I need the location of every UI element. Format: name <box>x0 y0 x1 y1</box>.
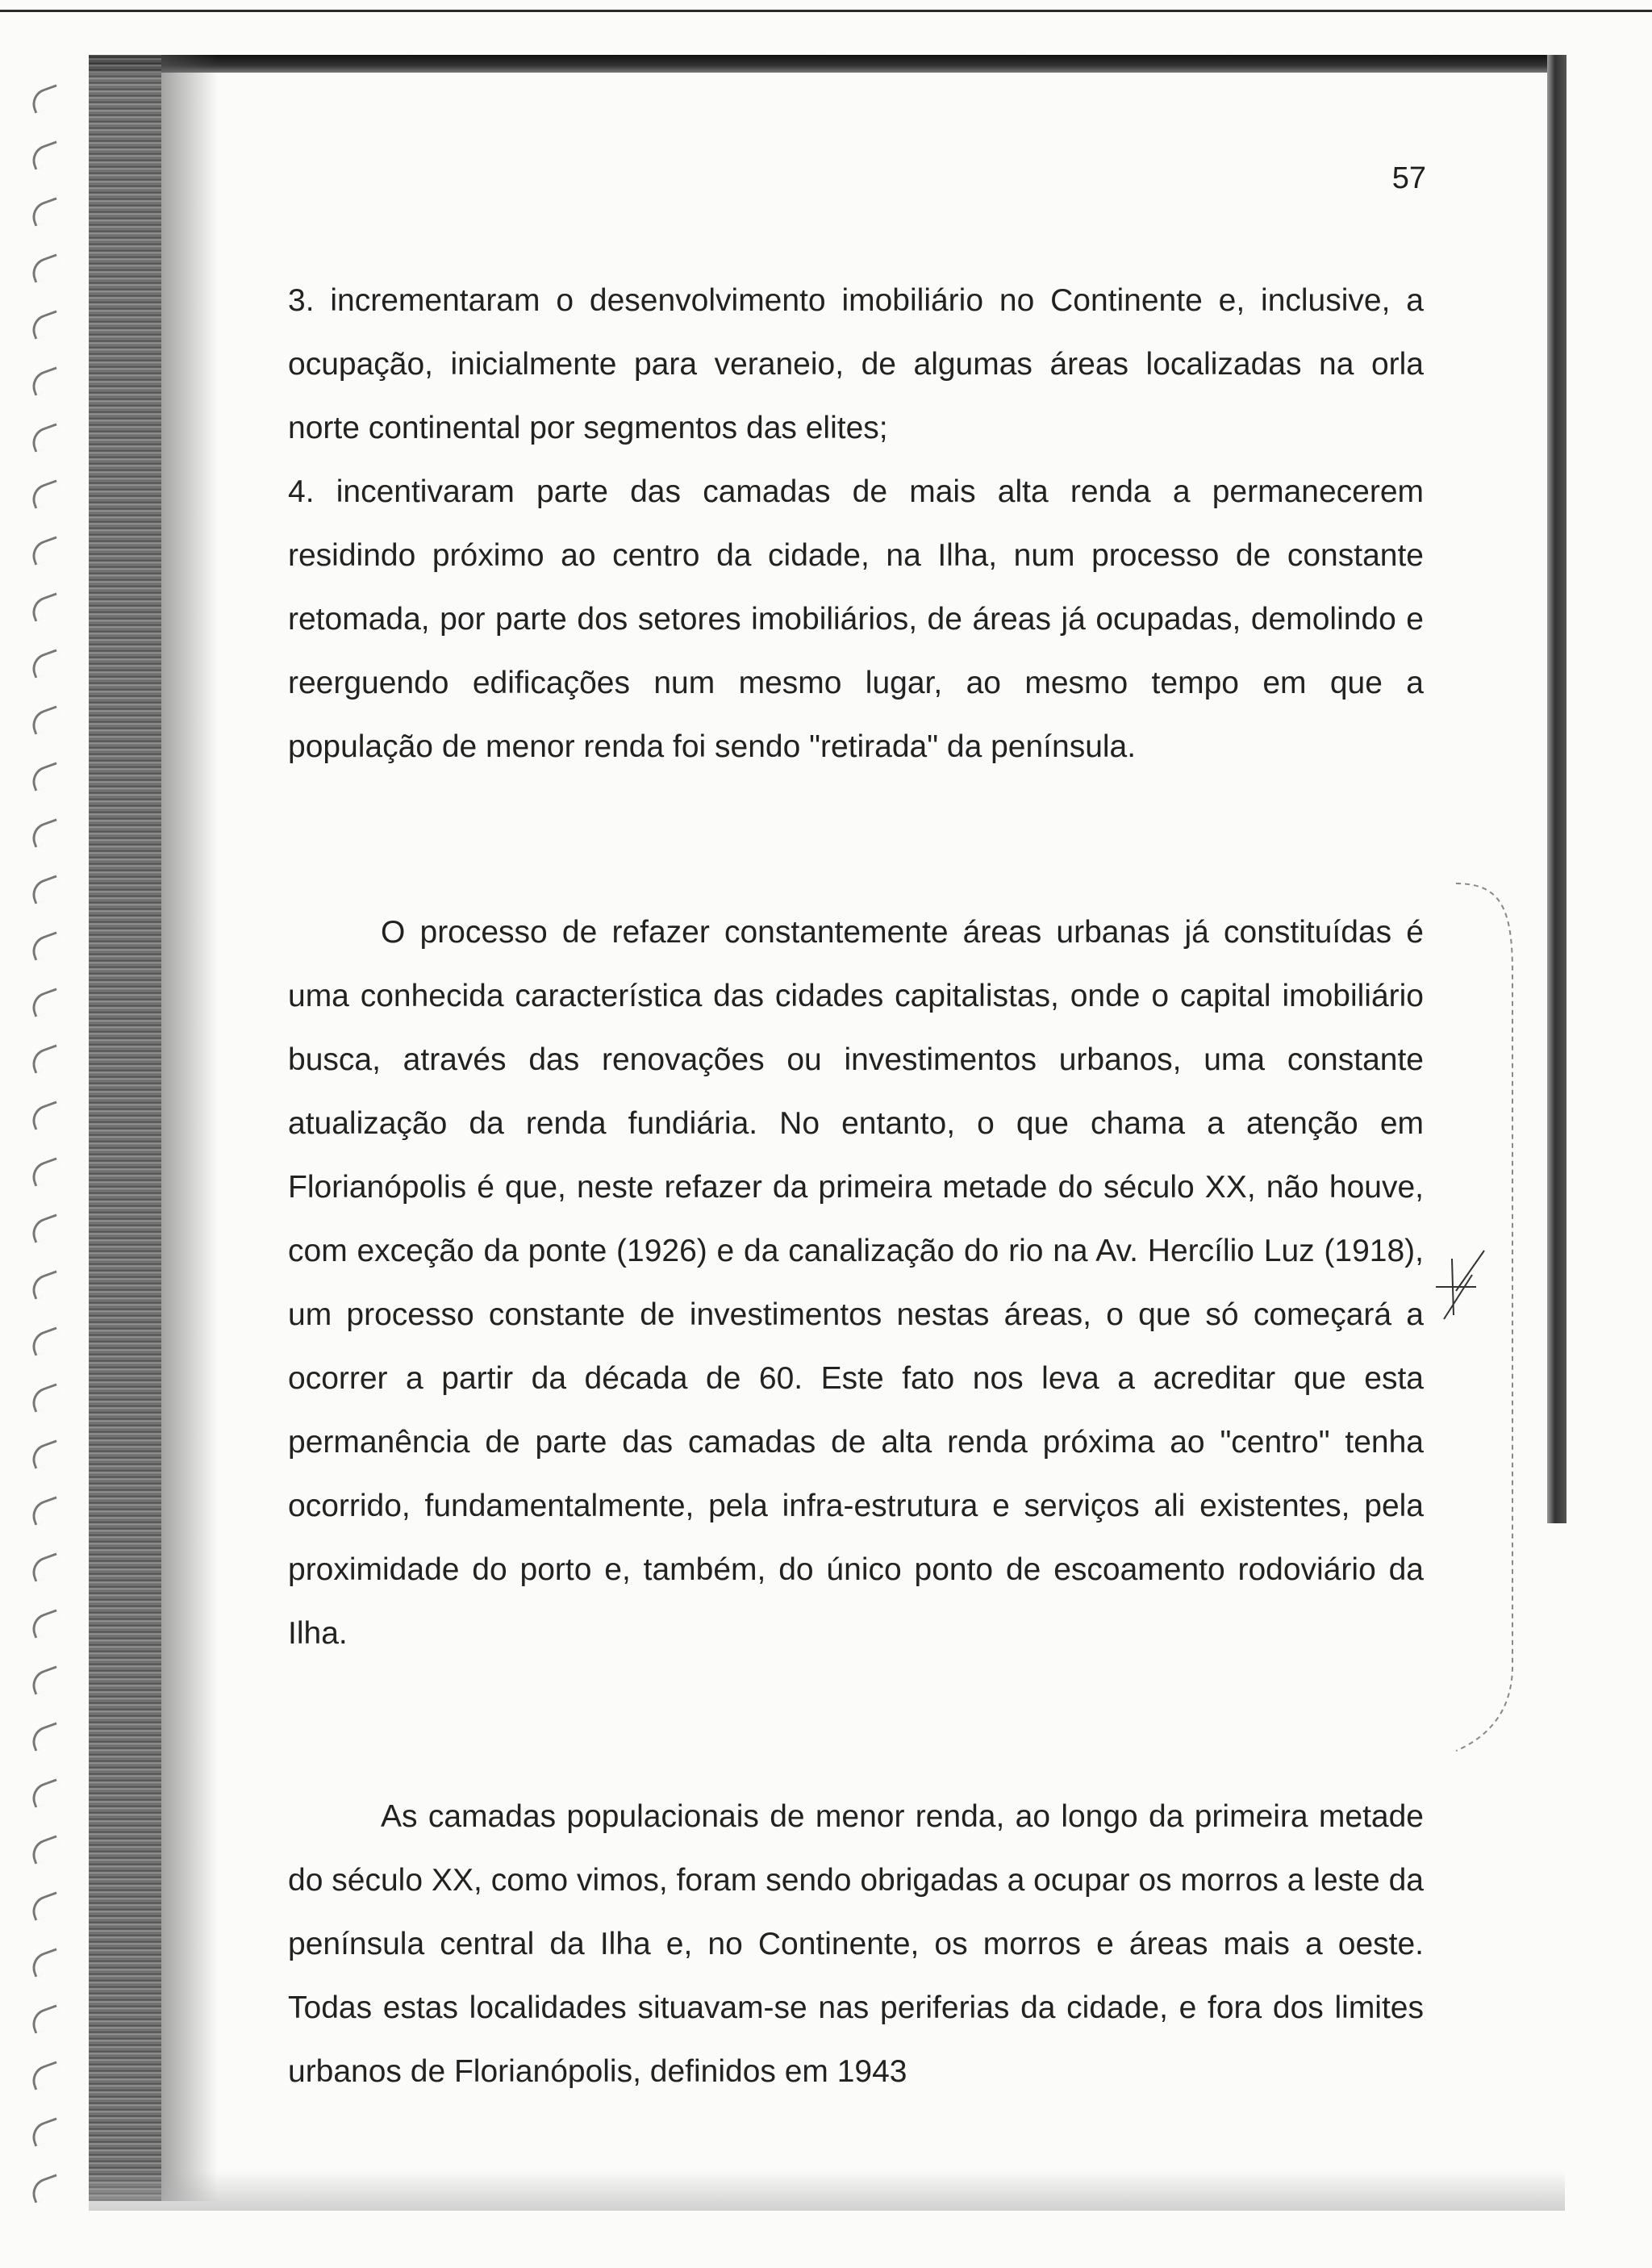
binding-ring <box>28 140 63 169</box>
binding-ring <box>28 1722 63 1751</box>
binding-ring <box>28 988 63 1017</box>
binding-ring <box>28 366 63 395</box>
binding-ring <box>28 1609 63 1638</box>
binding-ring <box>28 1891 63 1920</box>
binding-ring <box>28 1439 63 1468</box>
binding-ring <box>28 2061 63 2090</box>
binding-ring <box>28 197 63 226</box>
body-paragraph <box>288 900 1424 1665</box>
spiral-binding <box>23 89 71 2235</box>
list-item <box>288 460 1424 779</box>
binding-ring <box>28 1101 63 1130</box>
paragraph-text: O processo de refazer constantemente áreas urbanas já constituídas é uma conhecida característica das cidades capitalistas, onde o capital imobiliário busca, através das renovações ou investimentos urbanos, uma constante atualização da renda fundiária. No entanto, o que chama a atenção em Florianópolis é que, neste refazer da primeira metade do século XX, não houve, com exceção da ponte (1926) e da canalização do rio na Av. Hercílio Luz (1918), um processo constante de investimentos nestas áreas, o que só começará a ocorrer a partir da década de 60. Este fato nos leva a acreditar que esta permanência de parte das camadas de alta renda próxima ao "centro" tenha ocorrido, fundamentalmente, pela infra-estrutura e serviços ali existentes, pela proximidade do porto e, também, do único ponto de escoamento rodoviário da Ilha. <box>288 915 1424 1651</box>
binding-ring <box>28 1157 63 1186</box>
binding-ring <box>28 875 63 904</box>
binding-ring <box>28 1778 63 1807</box>
list-item <box>288 269 1424 460</box>
list-item-text: 3. incrementaram o desenvolvimento imobiliário no Continente e, inclusive, a ocupação, inicialmente para veraneio, de algumas áreas localizadas na orla norte continental por segmentos das elites; <box>288 283 1424 445</box>
binding-ring <box>28 762 63 791</box>
paragraph-text: As camadas populacionais de menor renda, ao longo da primeira metade do século XX, como vimos, foram sendo obrigadas a ocupar os morros a leste da península central da Ilha e, no Continente, os morros e áreas mais a oeste. Todas estas localidades situavam-se nas periferias da cidade, e fora dos limites urbanos de Florianópolis, definidos em 1943 <box>288 1799 1424 2089</box>
binding-ring <box>28 705 63 734</box>
list-item-text: 4. incentivaram parte das camadas de mais alta renda a permanecerem residindo próximo ao centro da cidade, na Ilha, num processo de constante retomada, por parte dos setores imobiliários, de áreas já ocupadas, demolindo e reerguendo edificações num mesmo lugar, ao mesmo tempo em que a população de menor renda foi sendo "retirada" da península. <box>288 474 1424 764</box>
binding-ring <box>28 1552 63 1581</box>
binding-ring <box>28 1835 63 1864</box>
binding-ring <box>28 310 63 339</box>
binding-top-shadow <box>89 55 1565 73</box>
binding-ring <box>28 1326 63 1355</box>
page-bottom-shadow <box>89 2170 1565 2211</box>
binding-ring <box>28 423 63 452</box>
binding-ring <box>28 818 63 847</box>
binding-ring <box>28 1270 63 1299</box>
handwritten-check-icon <box>1428 1243 1492 1323</box>
binding-ring <box>28 479 63 508</box>
binding-ring <box>28 1665 63 1694</box>
binding-ring <box>28 1044 63 1073</box>
spine-gradient <box>161 55 218 2201</box>
binding-ring <box>28 1496 63 1525</box>
binding-ring <box>28 536 63 565</box>
binding-ring <box>28 2174 63 2203</box>
binding-ring <box>28 649 63 678</box>
scan-top-edge <box>0 10 1652 12</box>
binding-ring <box>28 592 63 621</box>
binding-ring <box>28 931 63 960</box>
binding-ring <box>28 1948 63 1977</box>
binding-ring <box>28 1383 63 1412</box>
binding-ring <box>28 2117 63 2146</box>
body-paragraph <box>288 1785 1424 2103</box>
page-number: 57 <box>1391 161 1426 195</box>
binding-ring <box>28 2004 63 2033</box>
binding-ring <box>28 253 63 282</box>
binding-spine-shadow <box>89 55 161 2201</box>
binding-ring <box>28 84 63 113</box>
binding-ring <box>28 1213 63 1243</box>
page-right-edge-shadow <box>1547 55 1566 1523</box>
